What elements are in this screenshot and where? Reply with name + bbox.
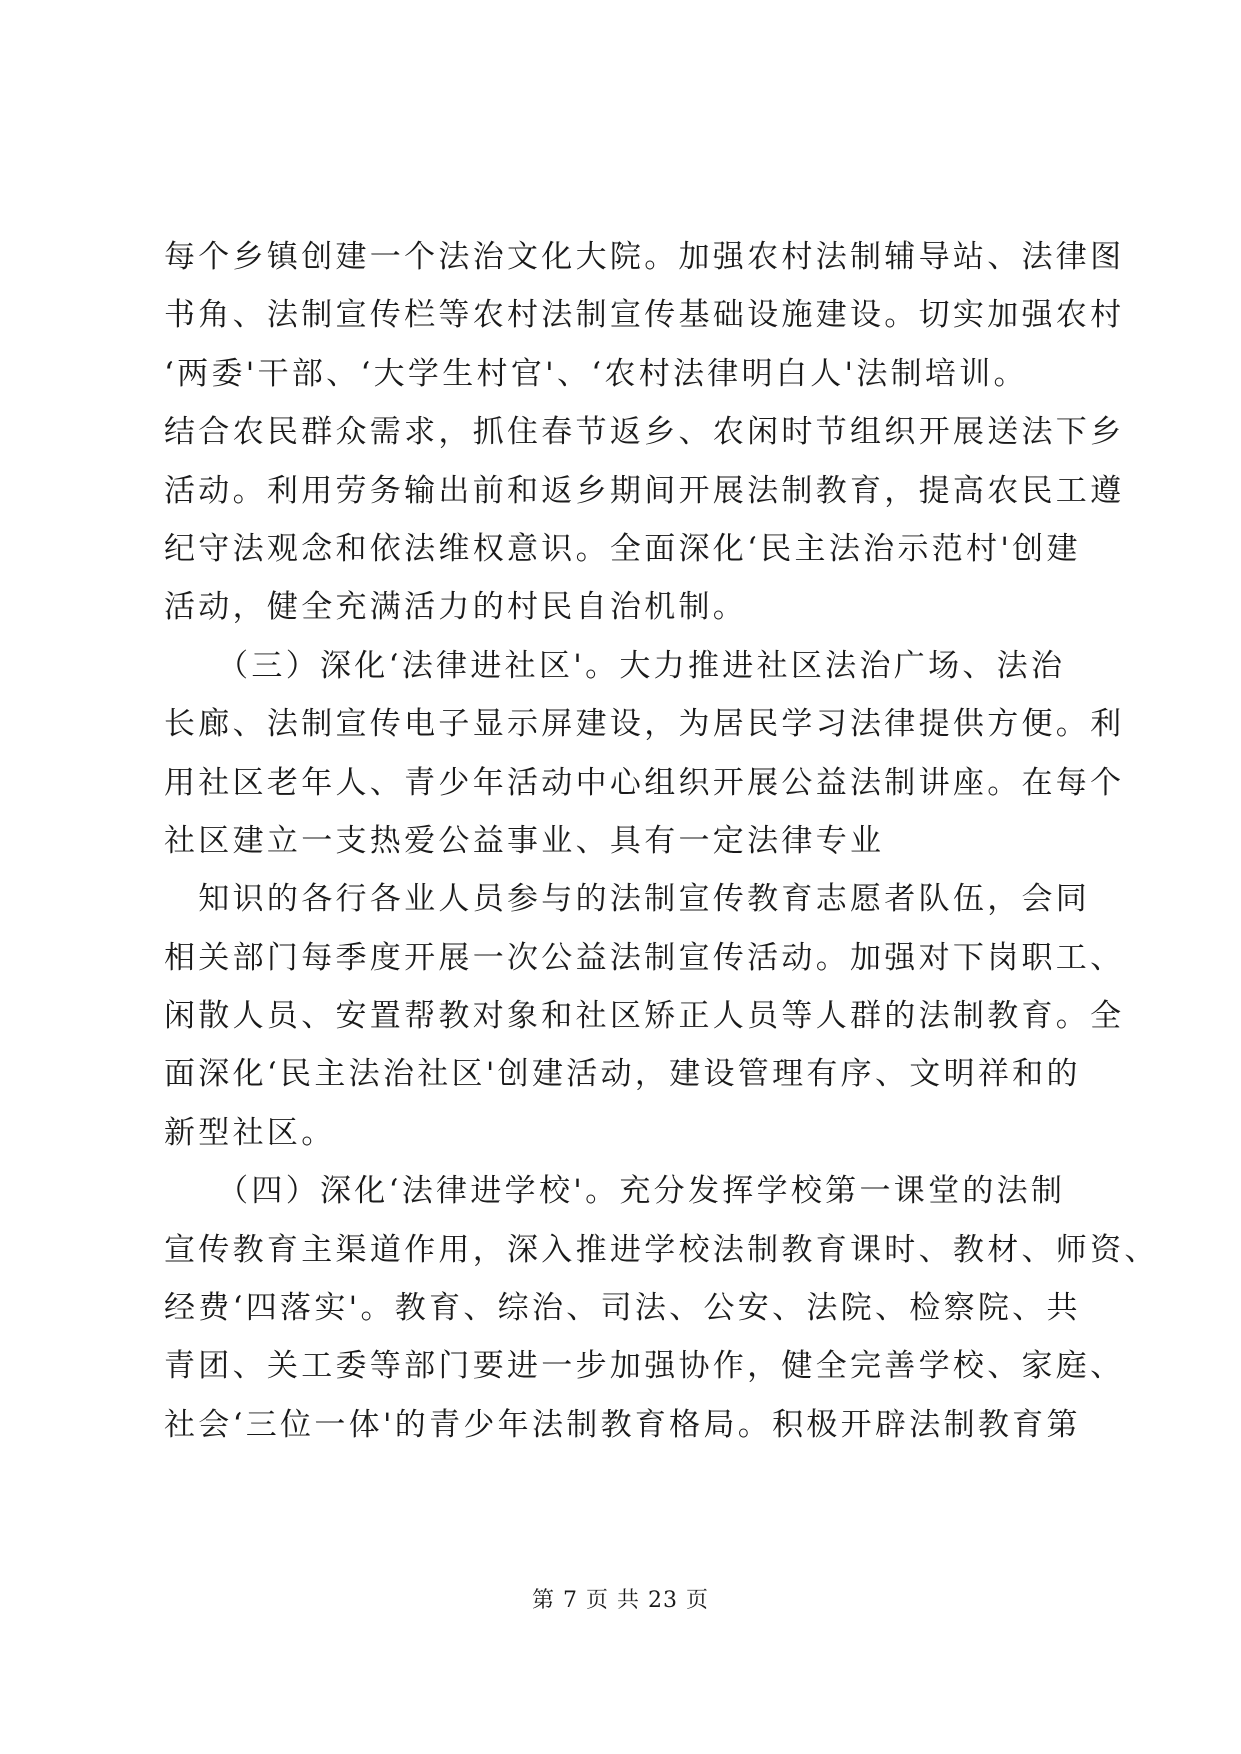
page-number-footer: 第 7 页 共 23 页 — [532, 1588, 709, 1613]
text-line: 新型社区。 — [164, 1114, 336, 1151]
text-line: 知识的各行各业人员参与的法制宣传教育志愿者队伍，会同 — [164, 881, 1091, 918]
text-line: 活动。利用劳务输出前和返乡期间开展法制教育，提高农民工遵 — [164, 472, 1125, 509]
text-line: 青团、关工委等部门要进一步加强协作，健全完善学校、家庭、 — [164, 1348, 1125, 1385]
text-line: 纪守法观念和依法维权意识。全面深化‘民主法治示范村'创建 — [164, 530, 1081, 567]
text-line: 闲散人员、安置帮教对象和社区矫正人员等人群的法制教育。全 — [164, 998, 1125, 1035]
text-line: 书角、法制宣传栏等农村法制宣传基础设施建设。切实加强农村 — [164, 297, 1125, 334]
text-line: 每个乡镇创建一个法治文化大院。加强农村法制辅导站、法律图 — [164, 239, 1125, 275]
text-line: 社会‘三位一体'的青少年法制教育格局。积极开辟法制教育第 — [164, 1406, 1081, 1443]
text-line: 社区建立一支热爱公益事业、具有一定法律专业 — [164, 822, 885, 859]
text-line: ‘两委'干部、‘大学生村官'、‘农村法律明白人'法制培训。 — [164, 355, 1028, 392]
text-line: 用社区老年人、青少年活动中心组织开展公益法制讲座。在每个 — [164, 764, 1125, 801]
body-text — [164, 228, 1159, 1454]
text-line: 长廊、法制宣传电子显示屏建设，为居民学习法律提供方便。利 — [164, 706, 1125, 743]
text-line: （三）深化‘法律进社区'。大力推进社区法治广场、法治 — [164, 647, 1066, 684]
text-line: （四）深化‘法律进学校'。充分发挥学校第一课堂的法制 — [164, 1173, 1066, 1210]
text-line: 经费‘四落实'。教育、综治、司法、公安、法院、检察院、共 — [164, 1290, 1081, 1327]
text-line: 结合农民群众需求，抓住春节返乡、农闲时节组织开展送法下乡 — [164, 414, 1125, 451]
text-line: 面深化‘民主法治社区'创建活动，建设管理有序、文明祥和的 — [164, 1056, 1081, 1093]
text-line: 宣传教育主渠道作用，深入推进学校法制教育课时、教材、师资、 — [164, 1231, 1159, 1268]
text-line: 相关部门每季度开展一次公益法制宣传活动。加强对下岗职工、 — [164, 939, 1125, 976]
text-line: 活动，健全充满活力的村民自治机制。 — [164, 589, 748, 626]
